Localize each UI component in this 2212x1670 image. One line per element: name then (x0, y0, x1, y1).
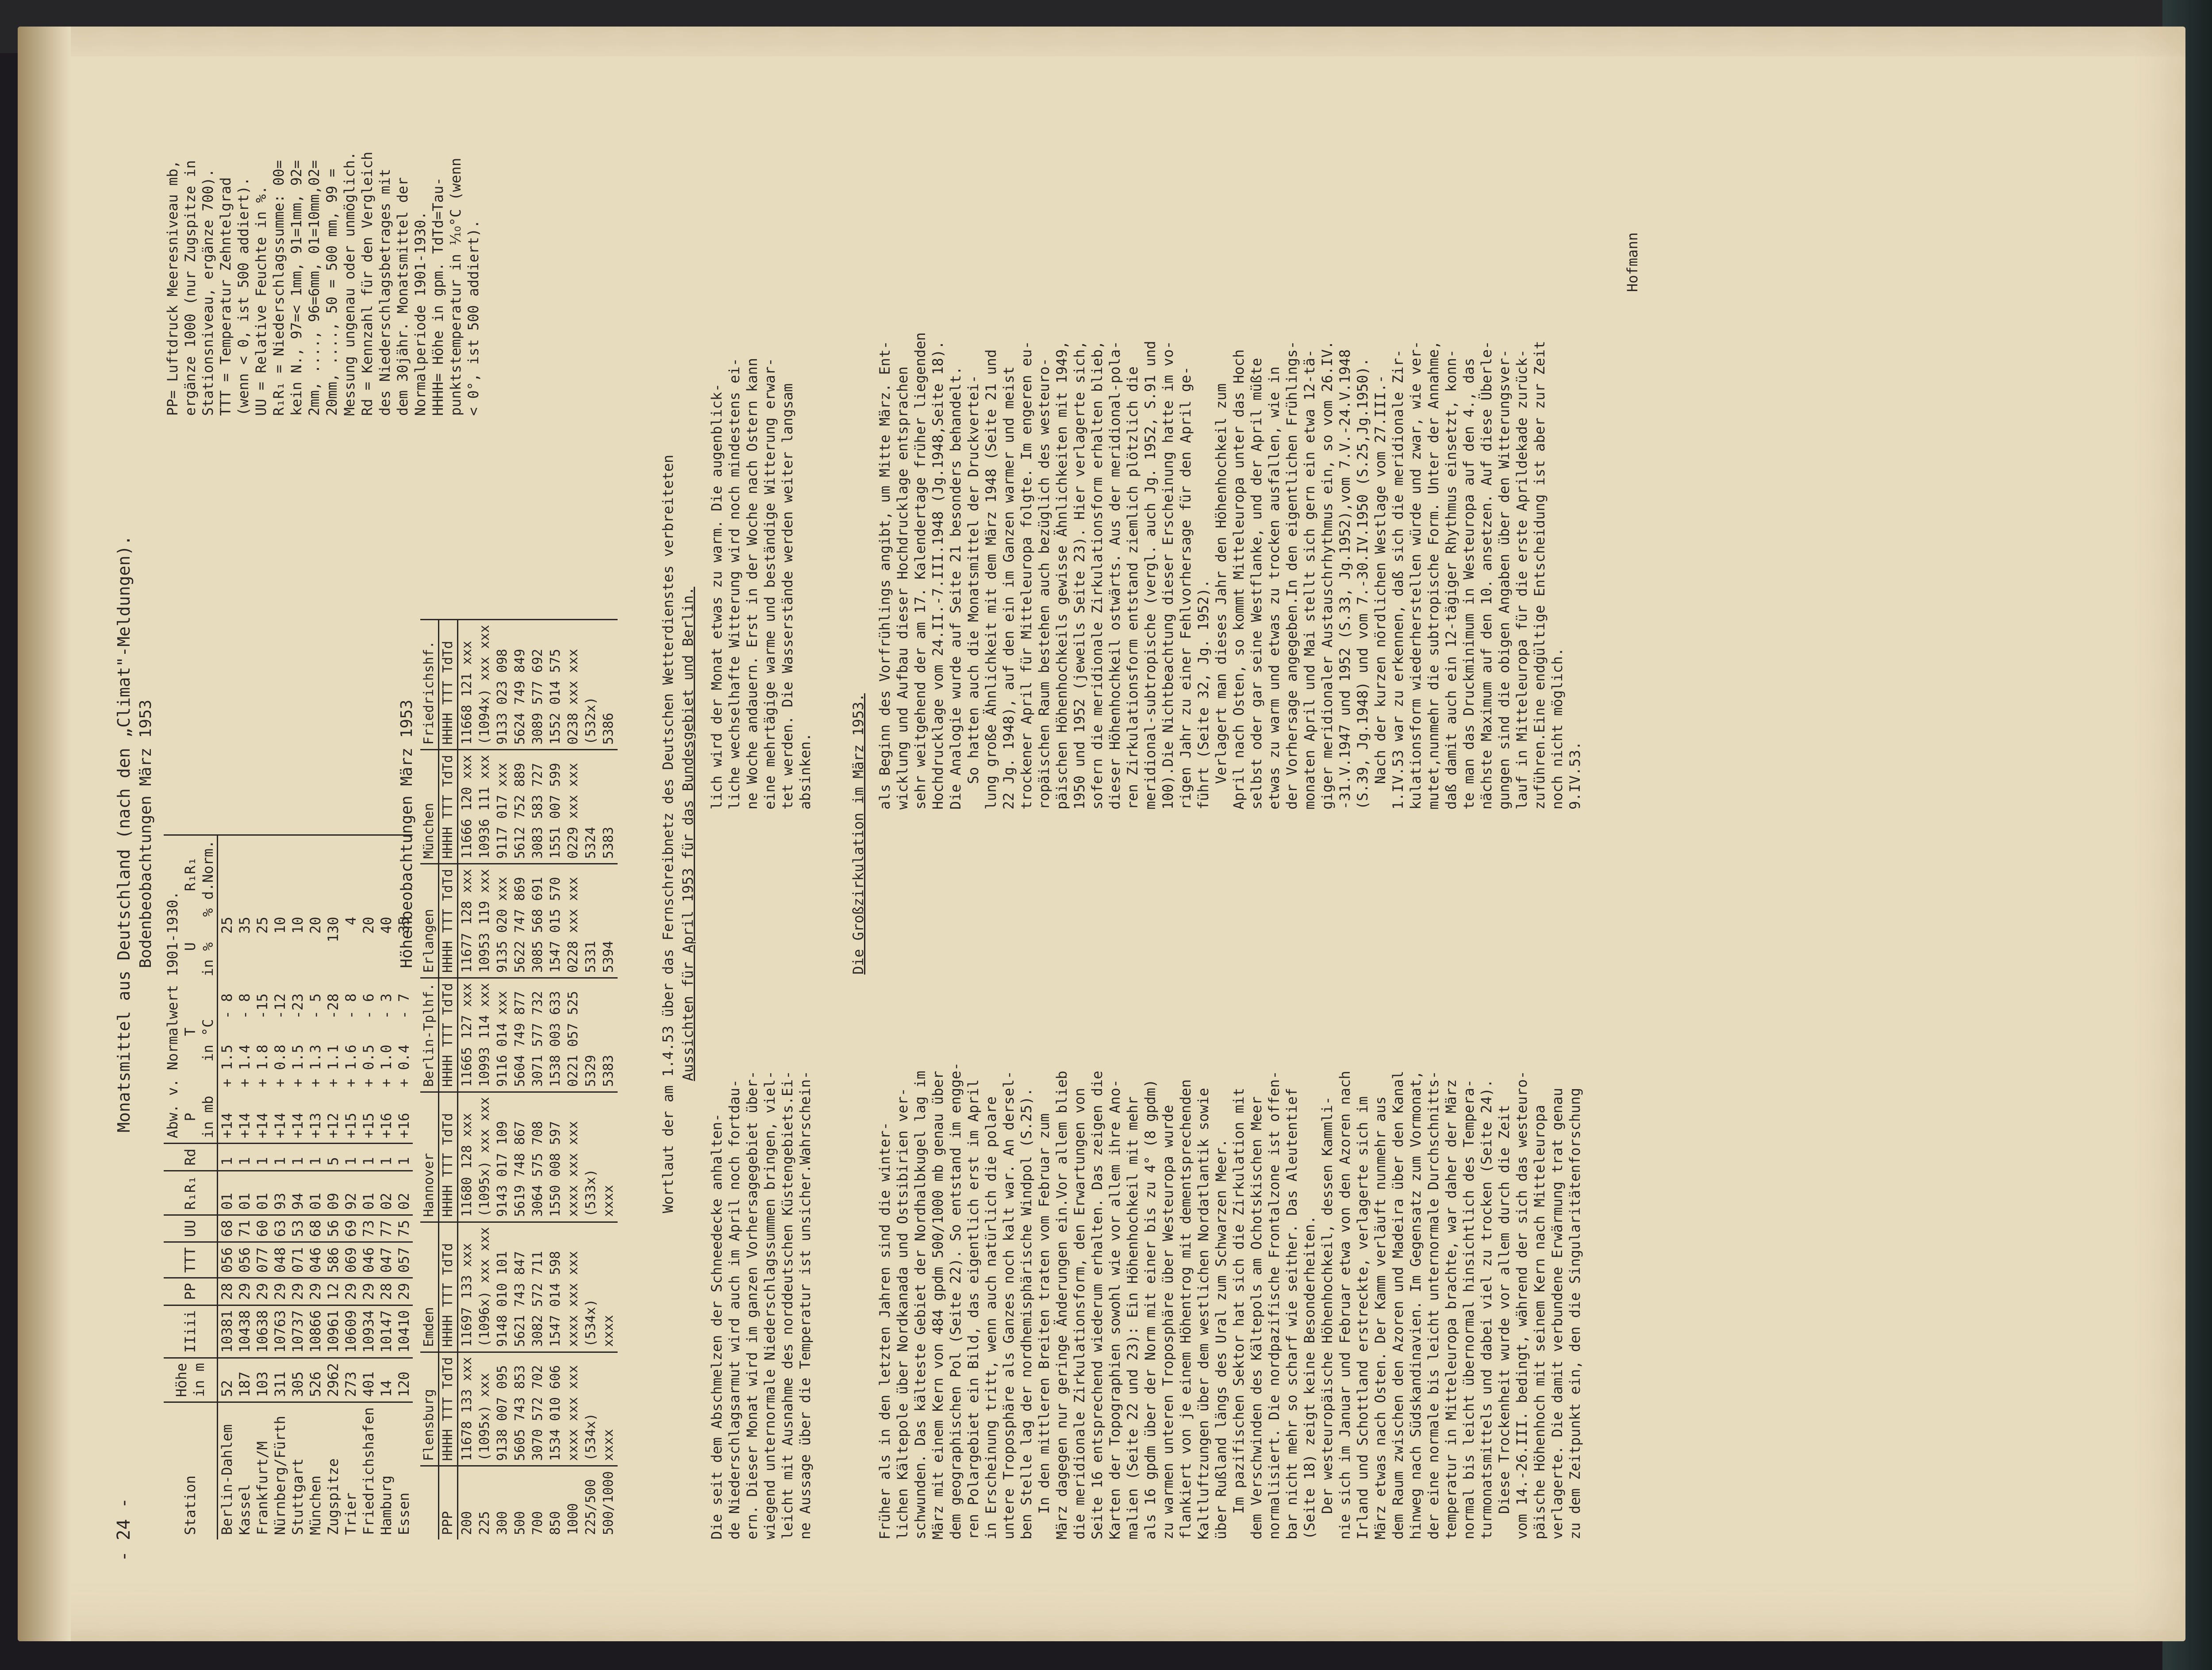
table-cell: 10866 (307, 1305, 324, 1358)
table-cell: 200 (458, 1466, 476, 1539)
table-cell: 9117 017 xxx (494, 750, 511, 864)
table-cell: 75 (395, 1215, 413, 1242)
table-cell: 1550 008 597 (547, 1092, 565, 1222)
table-cell: 046 (307, 1242, 324, 1278)
table-cell: 5394 (600, 864, 618, 978)
table-row (236, 835, 253, 1539)
table-cell: 10953 119 xxx (476, 864, 494, 978)
column-header: Höhe in m (164, 1358, 218, 1402)
table-cell: 5329 (582, 978, 600, 1092)
table-cell: (532x) (582, 620, 600, 750)
table-cell: 500 (511, 1466, 529, 1539)
table-cell: 10961 (324, 1305, 342, 1358)
table-cell: +15 + 0.5 - 6 20 (360, 835, 377, 1143)
height-title: Höhenbeobachtungen März 1953 (398, 699, 416, 968)
station-header: Berlin-Tplhf. (420, 978, 439, 1092)
table-row (511, 620, 529, 1539)
table-cell: 60 (253, 1215, 271, 1242)
table-cell: 057 (395, 1242, 413, 1278)
table-cell: 10763 (271, 1305, 289, 1358)
table-cell: 94 (289, 1171, 307, 1215)
table-cell: 5619 748 867 (511, 1092, 529, 1222)
table-cell: 300 (494, 1466, 511, 1539)
table-cell: 1 (253, 1144, 271, 1171)
table-cell: 056 (218, 1242, 236, 1278)
table-cell: 5605 743 853 (511, 1352, 529, 1466)
table-cell: 09 (324, 1171, 342, 1215)
table-row (582, 620, 600, 1539)
column-header: IIiii (164, 1305, 218, 1358)
table-cell: 0228 xxx xxx (565, 864, 582, 978)
table-cell: 10934 (360, 1305, 377, 1358)
table-cell: Frankfurt/M (253, 1402, 271, 1539)
table-cell: 77 (377, 1215, 395, 1242)
table-cell: 2962 (324, 1358, 342, 1402)
page-subtitle: Bodenbeobachtungen März 1953 (137, 699, 155, 968)
table-cell: Trier (342, 1402, 360, 1539)
table-cell: xxxx (600, 1092, 618, 1222)
station-table-header (164, 835, 218, 1539)
table-cell: 5386 (600, 620, 618, 750)
page-gutter (18, 27, 71, 1641)
column-header: Abw. v. Normalwert 1901-1930. P T U R₁R₁ in mb in °C in % % d.Norm. (164, 835, 218, 1143)
table-row (458, 620, 476, 1539)
table-row (271, 835, 289, 1539)
forecast-subtitle: Aussichten für April 1953 für das Bundesgebiet und Berlin. (680, 587, 696, 1081)
table-cell: 056 (236, 1242, 253, 1278)
table-cell: 5622 747 869 (511, 864, 529, 978)
table-cell: +14 + 1.4 - 8 35 (236, 835, 253, 1143)
table-cell: 1 (236, 1144, 253, 1171)
table-cell: 5612 752 889 (511, 750, 529, 864)
table-cell: 071 (289, 1242, 307, 1278)
station-header: München (420, 750, 439, 864)
table-cell: 53 (289, 1215, 307, 1242)
height-table (420, 619, 618, 1539)
column-header: R₁R₁ (164, 1171, 218, 1215)
table-cell: Kassel (236, 1402, 253, 1539)
table-row (565, 620, 582, 1539)
table-cell: 1551 007 599 (547, 750, 565, 864)
journal-page (18, 27, 2185, 1641)
forecast-right: lich wird der Monat etwas zu warm. Die augenblick- liche wechselhafte Witterung wird noch mindestens ei- ne Woche andauern. Erst in der Woche nach Ostern kann eine mehrtägige warme und beständige Witterung erwar- tet werden. Die Wasserstände werden weiter langsam absinken. (708, 357, 814, 810)
circulation-right: als Beginn des Vorfrühlings angibt, um Mitte März. Ent- wicklung und Aufbau dieser Hochdrucklage entsprachen sehr weitgehend der am 17. Kalendertage früher liegenden Hochdrucklage vom 24.II.-7.III.1948 (Jg.1948,Seite 18). Die Analogie wurde auf Seite 21 besonders behandelt. So hatten auch die Monatsmittel der Druckvertei- lung große Ähnlichkeit mit dem März 1948 (Seite 21 und 22 Jg. 1948), auf den ein im Ganzen warmer und meist trockener April für Mitteleuropa folgte. Im engeren eu- ropäischen Raum bestehen auch bezüglich des westeuro- päischen Höhenhochkeils gewisse Ähnlichkeiten mit 1949, 1950 und 1952 (jeweils Seite 23). Hier verlagerte sich, sofern die meridionale Zirkulationsform erhalten blieb, dieser Höhenhochkeil ostwärts. Aus der meridional-pola- ren Zirkulationsform entstand ziemlich plötzlich die meridional-subtropische (vergl. auch Jg. 1952, S.91 und 100).Die Nichtbeachtung dieser Erscheinung hatte im vo- rigen Jahr zu einer Fehlvorhersage für den April ge- führt (Seite 32, Jg. 1952). Verlagert man dieses Jahr den Höhenhochkeil zum April nach Osten, so kommt Mitteleuropa unter das Hoch selbst oder gar seine Westflanke, und der April müßte etwas zu warm und etwas zu trocken ausfallen, wie in der Vorhersage angegeben.In den eigentlichen Frühlings- monaten April und Mai stellt sich gern ein etwa 12-tä- giger meridionaler Austauschrhythmus ein, so vom 26.IV. -31.V.1947 und 1952 (S.33, Jg.1952),vom 7.V.-24.V.1948 (S.39, Jg.1948) und vom 7.-30.IV.1950 (S.25,Jg.1950). Nach der kurzen nördlichen Westlage vom 27.III.- 1.IV.53 war zu erkennen, daß sich die meridionale Zir- kulationsform wiederherstellen würde und zwar, wie ver- mutet,nunmehr die subtropische Form. Unter der Annahme, daß damit auch ein 12-tägiger Rhythmus einsetzt, konn- te man das Druckminimum in Westeuropa auf den 4., das nächste Maximum auf den 10. ansetzen. Auf diese Überle- gungen sind die obigen Angaben über den Witterungsver- lauf in Mitteleuropa für die erste Aprildekade zurück- zuführen.Eine endgültige Entscheidung ist aber zur Zeit noch nicht möglich. 9.IV.53. (876, 332, 1583, 810)
table-cell: 1534 010 606 (547, 1352, 565, 1466)
table-cell: München (307, 1402, 324, 1539)
table-cell: 187 (236, 1358, 253, 1402)
table-cell: 11678 133 xxx (458, 1352, 476, 1466)
table-cell: xxxx xxx xxx (565, 1352, 582, 1466)
table-cell: 3070 572 702 (529, 1352, 547, 1466)
table-cell: 9135 020 xxx (494, 864, 511, 978)
table-cell: 01 (307, 1171, 324, 1215)
table-cell: +16 + 0.4 - 7 35 (395, 835, 413, 1143)
table-cell: 28 (377, 1278, 395, 1305)
table-cell: 71 (236, 1215, 253, 1242)
table-cell: Zugspitze (324, 1402, 342, 1539)
table-cell: 225/500 (582, 1466, 600, 1539)
column-subheader: HHHH TTT TdTd (439, 1222, 458, 1352)
column-subheader: HHHH TTT TdTd (439, 978, 458, 1092)
table-cell: Friedrichshafen (360, 1402, 377, 1539)
table-cell: 68 (218, 1215, 236, 1242)
table-cell: 9143 017 109 (494, 1092, 511, 1222)
table-row (307, 835, 324, 1539)
station-header: Friedrichshf. (420, 620, 439, 750)
circulation-title: Die Großzirkulation im März 1953. (850, 693, 867, 975)
table-cell: 526 (307, 1358, 324, 1402)
table-cell: 01 (236, 1171, 253, 1215)
table-cell: Hamburg (377, 1402, 395, 1539)
table-cell: 500/1000 (600, 1466, 618, 1539)
table-cell: 92 (342, 1171, 360, 1215)
table-cell: 9116 014 xxx (494, 978, 511, 1092)
column-header: PP (164, 1278, 218, 1305)
table-cell: 850 (547, 1466, 565, 1539)
table-cell: 28 (218, 1278, 236, 1305)
table-cell: 1 (289, 1144, 307, 1171)
table-cell: (533x) (582, 1092, 600, 1222)
table-cell: 10609 (342, 1305, 360, 1358)
table-cell: 10147 (377, 1305, 395, 1358)
table-cell: 586 (324, 1242, 342, 1278)
table-row (547, 620, 565, 1539)
table-cell: 29 (342, 1278, 360, 1305)
table-cell: +14 + 1.8 -15 25 (253, 835, 271, 1143)
table-row (476, 620, 494, 1539)
table-cell: +16 + 1.0 - 3 40 (377, 835, 395, 1143)
forecast-title: Wortlaut der am 1.4.53 über das Fernschreibnetz des Deutschen Wetterdienstes verbreiteten (660, 454, 676, 1213)
table-cell: 047 (377, 1242, 395, 1278)
table-cell: Essen (395, 1402, 413, 1539)
table-cell: xxxx xxx xxx (565, 1092, 582, 1222)
table-cell: 5324 (582, 750, 600, 864)
table-cell: 1 (307, 1144, 324, 1171)
table-cell: 10993 114 xxx (476, 978, 494, 1092)
table-cell: 11697 133 xxx (458, 1222, 476, 1352)
table-cell: 1547 014 598 (547, 1222, 565, 1352)
table-cell: 12 (324, 1278, 342, 1305)
table-cell: +15 + 1.6 - 8 4 (342, 835, 360, 1143)
table-cell: 29 (253, 1278, 271, 1305)
table-cell: 01 (253, 1171, 271, 1215)
table-cell: 0229 xxx xxx (565, 750, 582, 864)
legend-text: PP= Luftdruck Meeresniveau mb, ergänze 1000 (nur Zugspitze in Stationsniveau, ergänze 700). TTT = Temperatur Zehntelgrad (wenn < 0, ist 500 addiert). UU = Relative Feuchte in %. R₁R₁ = Niederschlagssumme: 00= kein N., 97=< 1mm, 91=1mm, 92= 2mm, ...., 96=6mm, 01=10mm,02= 20mm, ...., 50 = 500 mm, 99 = Messung ungenau oder unmöglich. Rd = Kennzahl für den Vergleich des Niederschlagsbetrages mit dem 30jähr. Monatsmittel der Normalperiode 1901-1930. HHHH= Höhe in gpm. TdTd=Tau- punktstemperatur in ⅒°C (wenn < 0°, ist 500 addiert). (164, 151, 482, 416)
table-cell: 02 (377, 1171, 395, 1215)
table-cell: Berlin-Dahlem (218, 1402, 236, 1539)
column-subheader: HHHH TTT TdTd (439, 1352, 458, 1466)
table-cell: +12 + 1.1 -28 130 (324, 835, 342, 1143)
table-cell: 9133 023 098 (494, 620, 511, 750)
table-cell: (1095x) xxx xxx (476, 1092, 494, 1222)
table-cell: 1 (342, 1144, 360, 1171)
table-cell: Stuttgart (289, 1402, 307, 1539)
table-cell: 9138 007 095 (494, 1352, 511, 1466)
table-cell: 1 (218, 1144, 236, 1171)
table-cell: 11680 128 xxx (458, 1092, 476, 1222)
table-cell: (1095x) xxx (476, 1352, 494, 1466)
table-cell: 29 (289, 1278, 307, 1305)
station-header: Emden (420, 1222, 439, 1352)
table-cell: +13 + 1.3 - 5 20 (307, 835, 324, 1143)
table-cell: +14 + 1.5 - 8 25 (218, 835, 236, 1143)
table-cell: 29 (307, 1278, 324, 1305)
column-subheader: HHHH TTT TdTd (439, 750, 458, 864)
table-cell: 1538 003 633 (547, 978, 565, 1092)
table-cell: 11668 121 xxx (458, 620, 476, 750)
table-cell: 1552 014 575 (547, 620, 565, 750)
table-cell: 069 (342, 1242, 360, 1278)
table-cell: 5604 749 877 (511, 978, 529, 1092)
table-row (600, 620, 618, 1539)
table-row (494, 620, 511, 1539)
table-row (377, 835, 395, 1539)
author: Hofmann (1624, 232, 1641, 292)
station-table (164, 834, 413, 1539)
table-cell: +14 + 1.5 -23 10 (289, 835, 307, 1143)
ppp-header: PPP (439, 1466, 458, 1539)
table-cell: 10737 (289, 1305, 307, 1358)
table-cell: 103 (253, 1358, 271, 1402)
table-cell: 0238 xxx xxx (565, 620, 582, 750)
table-cell: 11666 120 xxx (458, 750, 476, 864)
table-cell: 048 (271, 1242, 289, 1278)
table-row (529, 620, 547, 1539)
table-cell: xxxx (600, 1222, 618, 1352)
table-cell: 3082 572 711 (529, 1222, 547, 1352)
table-cell: 3071 577 732 (529, 978, 547, 1092)
table-cell: 3085 568 691 (529, 864, 547, 978)
table-cell: xxxx xxx xxx (565, 1222, 582, 1352)
column-header: Station (164, 1402, 218, 1539)
table-cell: 69 (342, 1215, 360, 1242)
table-cell: (534x) (582, 1352, 600, 1466)
table-cell: 93 (271, 1171, 289, 1215)
table-row (324, 835, 342, 1539)
table-cell: 1 (271, 1144, 289, 1171)
page-number: - 24 - (114, 1497, 134, 1562)
column-subheader: HHHH TTT TdTd (439, 864, 458, 978)
table-row (253, 835, 271, 1539)
height-table-subheader (439, 620, 458, 1539)
table-cell: Nürnberg/Fürth (271, 1402, 289, 1539)
table-cell: 29 (271, 1278, 289, 1305)
table-cell: xxxx (600, 1352, 618, 1466)
table-cell: 01 (218, 1171, 236, 1215)
rotated-content (106, 93, 2141, 1575)
table-cell: +14 + 0.8 -12 10 (271, 835, 289, 1143)
table-cell: 3064 575 708 (529, 1092, 547, 1222)
station-header: Erlangen (420, 864, 439, 978)
table-cell: 29 (236, 1278, 253, 1305)
table-cell: (534x) (582, 1222, 600, 1352)
table-cell: 077 (253, 1242, 271, 1278)
table-cell: 273 (342, 1358, 360, 1402)
table-row (342, 835, 360, 1539)
table-row (360, 835, 377, 1539)
table-cell: 63 (271, 1215, 289, 1242)
table-cell: 1 (360, 1144, 377, 1171)
table-cell: 5331 (582, 864, 600, 978)
table-cell: 5383 (600, 978, 618, 1092)
table-cell: 3083 583 727 (529, 750, 547, 864)
station-header: Flensburg (420, 1352, 439, 1466)
corner-cell (420, 1466, 439, 1539)
table-cell: 01 (360, 1171, 377, 1215)
circulation-left: Früher als in den letzten Jahren sind die winter- lichen Kältepole über Nordkanada und Ostsibirien ver- schwunden. Das kälteste Gebiet der Nordhalbkugel lag im März mit einem Kern von 484 gpdm 500/1000 mb genau über dem geographischen Pol (Seite 22). So entstand im engge- ren Polargebiet ein Bild, das eigentlich erst im April in Erscheinung tritt, wenn auch natürlich die polare untere Troposphäre als Ganzes noch kalt war. An dersel- ben Stelle lag der nordhemisphärische Windpol (S.25). In den mittleren Breiten traten vom Februar zum März dagegen nur geringe Änderungen ein.Vor allem blieb die meridionale Zirkulationsform, den Erwartungen von Seite 16 entsprechend wiederum erhalten. Das zeigen die Karten der Topographien sowohl wie vor allem ihre Ano- malien (Seite 22 und 23): Ein Höhenhochkeil mit mehr als 16 gpdm über der Norm mit einer bis zu 4° (8 gpdm) zu warmen unteren Troposphäre über Westeuropa wurde flankiert von je einem Höhentrog mit dementsprechenden Kaltluftzungen über dem westlichen Nordatlantik sowie über Rußland längs des Ural zum Schwarzen Meer. Im pazifischen Sektor hat sich die Zirkulation mit dem Verschwinden des Kältepols am Ochotskischen Meer normalisiert. Die nordpazifische Frontalzone ist offen- bar nicht mehr so scharf wie seither. Das Aleutentief (Seite 18) zeigt keine Besonderheiten. Der westeuropäische Höhenhochkeil, dessen Kammli- nie sich im Januar und Februar etwa von den Azoren nach Irland und Schottland erstreckte, verlagerte sich im März etwas nach Osten. Der Kamm verläuft nunmehr aus dem Raum zwischen den Azoren und Madeira über den Kanal hinweg nach Südskandinavien. Im Gegensatz zum Vormonat, der eine normale bis leicht unternormale Durchschnitts- temperatur in Mitteleuropa brachte, war daher der März normal bis leicht übernormal hinsichtlich des Tempera- turmonatsmittels und dabei viel zu trocken (Seite 24). Diese Trockenheit wurde vor allem durch die Zeit vom 14.-26.III. bedingt, während der sich das westeuro- päische Höhenhoch mit seinem Kern nach Mitteleuropa verlagerte. Die damit verbundene Erwärmung trat genau zu dem Zeitpunkt ein, den die Singularitätenforschung (876, 1062, 1583, 1539)
table-cell: 5 (324, 1144, 342, 1171)
table-cell: 10410 (395, 1305, 413, 1358)
column-subheader: HHHH TTT TdTd (439, 1092, 458, 1222)
table-cell: 11665 127 xxx (458, 978, 476, 1092)
table-cell: 68 (307, 1215, 324, 1242)
table-cell: (1094x) xxx xxx (476, 620, 494, 750)
table-row (218, 835, 236, 1539)
table-cell: 10638 (253, 1305, 271, 1358)
table-cell: 120 (395, 1358, 413, 1402)
table-cell: 10381 (218, 1305, 236, 1358)
table-cell: 401 (360, 1358, 377, 1402)
table-cell: 305 (289, 1358, 307, 1402)
station-header: Hannover (420, 1092, 439, 1222)
table-cell: 3089 577 692 (529, 620, 547, 750)
table-cell: 29 (395, 1278, 413, 1305)
table-cell: 0221 057 525 (565, 978, 582, 1092)
table-cell: 1 (395, 1144, 413, 1171)
table-cell: 10936 111 xxx (476, 750, 494, 864)
table-cell: 1547 015 570 (547, 864, 565, 978)
column-header: Rd (164, 1144, 218, 1171)
table-cell: 225 (476, 1466, 494, 1539)
table-cell: 5383 (600, 750, 618, 864)
table-cell: 29 (360, 1278, 377, 1305)
table-cell: 52 (218, 1358, 236, 1402)
table-cell: 5624 749 849 (511, 620, 529, 750)
table-cell: 14 (377, 1358, 395, 1402)
table-cell: 11677 128 xxx (458, 864, 476, 978)
table-cell: 1000 (565, 1466, 582, 1539)
table-cell: 10438 (236, 1305, 253, 1358)
table-cell: 311 (271, 1358, 289, 1402)
table-cell: 73 (360, 1215, 377, 1242)
page-title: Monatsmittel aus Deutschland (nach den „Climat"-Meldungen). (114, 535, 134, 1133)
column-header: UU (164, 1215, 218, 1242)
table-cell: 02 (395, 1171, 413, 1215)
column-subheader: HHHH TTT TdTd (439, 620, 458, 750)
table-cell: 700 (529, 1466, 547, 1539)
table-cell: 046 (360, 1242, 377, 1278)
table-cell: 56 (324, 1215, 342, 1242)
column-header: TTT (164, 1242, 218, 1278)
table-cell: 1 (377, 1144, 395, 1171)
table-cell: (1096x) xxx xxx (476, 1222, 494, 1352)
height-table-stations (420, 620, 439, 1539)
table-cell: 9148 010 101 (494, 1222, 511, 1352)
table-cell: 5621 743 847 (511, 1222, 529, 1352)
forecast-left: Die seit dem Abschmelzen der Schneedecke anhalten- de Niederschlagsarmut wird auch im April noch fortdau- ern. Dieser Monat wird im ganzen Vorhersagegebiet über- wiegend unternormale Niederschlagssummen bringen, viel- leicht mit Ausnahme des norddeutschen Küstengebiets.Ei- ne Aussage über die Temperatur ist unsicher.Wahrschein- (708, 1071, 814, 1539)
table-row (289, 835, 307, 1539)
